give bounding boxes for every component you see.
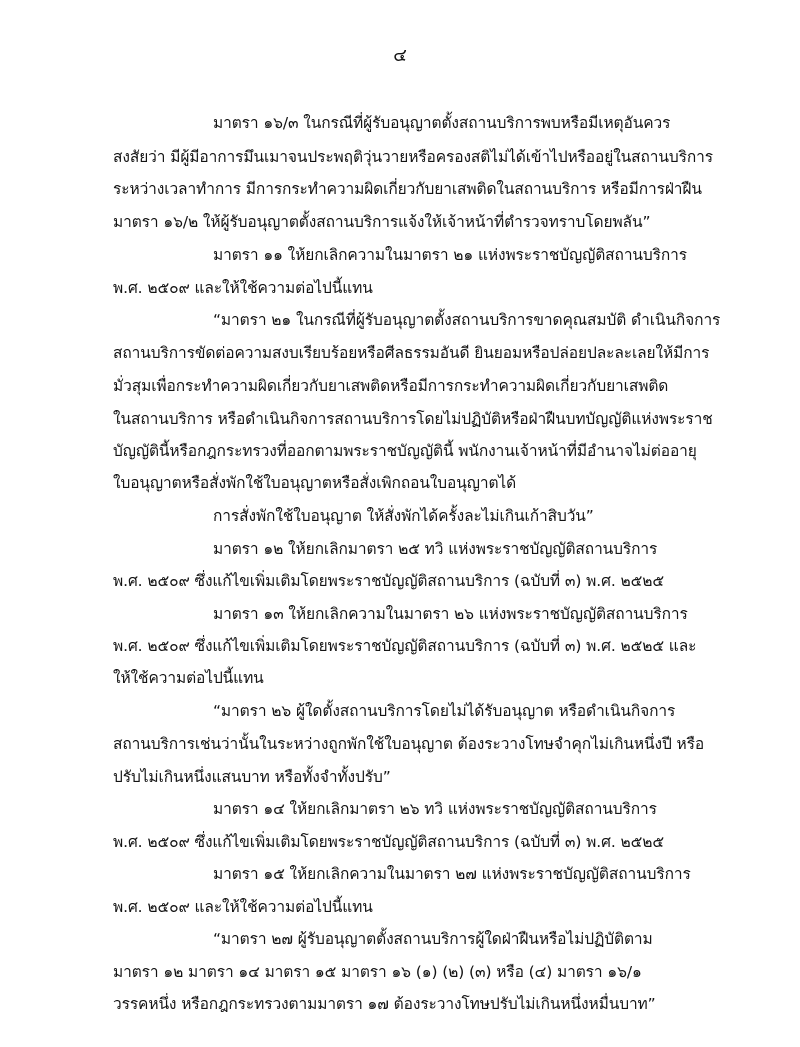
section-13-line-2: พ.ศ. ๒๕๐๙ ซึ่งแก้ไขเพิ่มเติมโดยพระราชบัญญัติสถานบริการ (ฉบับที่ ๓) พ.ศ. ๒๕๒๕ และ — [113, 637, 697, 655]
section-11-quote-line-1: “มาตรา ๒๑ ในกรณีที่ผู้รับอนุญาตตั้งสถานบริการขาดคุณสมบัติ ดำเนินกิจการ — [213, 311, 721, 329]
section-16-3-line-4: มาตรา ๑๖/๒ ให้ผู้รับอนุญาตตั้งสถานบริการแจ้งให้เจ้าหน้าที่ตำรวจทราบโดยพลัน” — [113, 213, 651, 231]
section-11-quote-line-7: การสั่งพักใช้ใบอนุญาต ให้สั่งพักได้ครั้งละไม่เกินเก้าสิบวัน” — [213, 507, 594, 525]
section-13-quote-line-2: สถานบริการเช่นว่านั้นในระหว่างถูกพักใช้ใบอนุญาต ต้องระวางโทษจำคุกไม่เกินหนึ่งปี หรือ — [113, 735, 705, 753]
section-12-line-2: พ.ศ. ๒๕๐๙ ซึ่งแก้ไขเพิ่มเติมโดยพระราชบัญญัติสถานบริการ (ฉบับที่ ๓) พ.ศ. ๒๕๒๕ — [113, 572, 664, 590]
section-16-3-line-2: สงสัยว่า มีผู้มีอาการมึนเมาจนประพฤติวุ่นวายหรือครองสติไม่ได้เข้าไปหรืออยู่ในสถานบริการ — [113, 148, 713, 166]
section-13-line-3: ให้ใช้ความต่อไปนี้แทน — [113, 669, 264, 687]
section-11-quote-line-3: มั่วสุมเพื่อกระทำความผิดเกี่ยวกับยาเสพติดหรือมีการกระทำความผิดเกี่ยวกับยาเสพติด — [113, 377, 669, 395]
section-11-line-1: มาตรา ๑๑ ให้ยกเลิกความในมาตรา ๒๑ แห่งพระราชบัญญัติสถานบริการ — [213, 246, 687, 264]
section-14-line-1: มาตรา ๑๔ ให้ยกเลิกมาตรา ๒๖ ทวิ แห่งพระราชบัญญัติสถานบริการ — [213, 800, 657, 818]
section-11-quote-line-4: ในสถานบริการ หรือดำเนินกิจการสถานบริการโดยไม่ปฏิบัติหรือฝ่าฝืนบทบัญญัติแห่งพระราช — [113, 410, 713, 428]
section-15-quote-line-3: วรรคหนึ่ง หรือกฎกระทรวงตามมาตรา ๑๗ ต้องระวางโทษปรับไม่เกินหนึ่งหมื่นบาท” — [113, 995, 656, 1013]
section-15-line-2: พ.ศ. ๒๕๐๙ และให้ใช้ความต่อไปนี้แทน — [113, 898, 373, 916]
section-15-line-1: มาตรา ๑๕ ให้ยกเลิกความในมาตรา ๒๗ แห่งพระราชบัญญัติสถานบริการ — [213, 865, 691, 883]
section-12-line-1: มาตรา ๑๒ ให้ยกเลิกมาตรา ๒๕ ทวิ แห่งพระราชบัญญัติสถานบริการ — [213, 540, 658, 558]
section-11-quote-line-2: สถานบริการขัดต่อความสงบเรียบร้อยหรือศีลธรรมอันดี ยินยอมหรือปล่อยปละละเลยให้มีการ — [113, 344, 710, 362]
section-13-quote-line-1: “มาตรา ๒๖ ผู้ใดตั้งสถานบริการโดยไม่ได้รับอนุญาต หรือดำเนินกิจการ — [213, 702, 676, 720]
section-15-quote-line-2: มาตรา ๑๒ มาตรา ๑๔ มาตรา ๑๕ มาตรา ๑๖ (๑) (๒) (๓) หรือ (๔) มาตรา ๑๖/๑ — [113, 963, 642, 981]
section-13-line-1: มาตรา ๑๓ ให้ยกเลิกความในมาตรา ๒๖ แห่งพระราชบัญญัติสถานบริการ — [213, 605, 688, 623]
section-16-3-line-1: มาตรา ๑๖/๓ ในกรณีที่ผู้รับอนุญาตตั้งสถานบริการพบหรือมีเหตุอันควร — [213, 114, 671, 132]
section-15-quote-line-1: “มาตรา ๒๗ ผู้รับอนุญาตตั้งสถานบริการผู้ใดฝ่าฝืนหรือไม่ปฏิบัติตาม — [213, 930, 653, 948]
section-14-line-2: พ.ศ. ๒๕๐๙ ซึ่งแก้ไขเพิ่มเติมโดยพระราชบัญญัติสถานบริการ (ฉบับที่ ๓) พ.ศ. ๒๕๒๕ — [113, 833, 664, 851]
section-16-3-line-3: ระหว่างเวลาทำการ มีการกระทำความผิดเกี่ยวกับยาเสพติดในสถานบริการ หรือมีการฝ่าฝืน — [113, 180, 702, 198]
section-11-line-2: พ.ศ. ๒๕๐๙ และให้ใช้ความต่อไปนี้แทน — [113, 279, 373, 297]
page-number: ๔ — [393, 45, 407, 66]
section-11-quote-line-5: บัญญัตินี้หรือกฎกระทรวงที่ออกตามพระราชบัญญัตินี้ พนักงานเจ้าหน้าที่มีอำนาจไม่ต่ออายุ — [113, 442, 697, 460]
section-13-quote-line-3: ปรับไม่เกินหนึ่งแสนบาท หรือทั้งจำทั้งปรับ” — [113, 768, 391, 786]
section-11-quote-line-6: ใบอนุญาตหรือสั่งพักใช้ใบอนุญาตหรือสั่งเพิกถอนใบอนุญาตได้ — [113, 474, 517, 492]
